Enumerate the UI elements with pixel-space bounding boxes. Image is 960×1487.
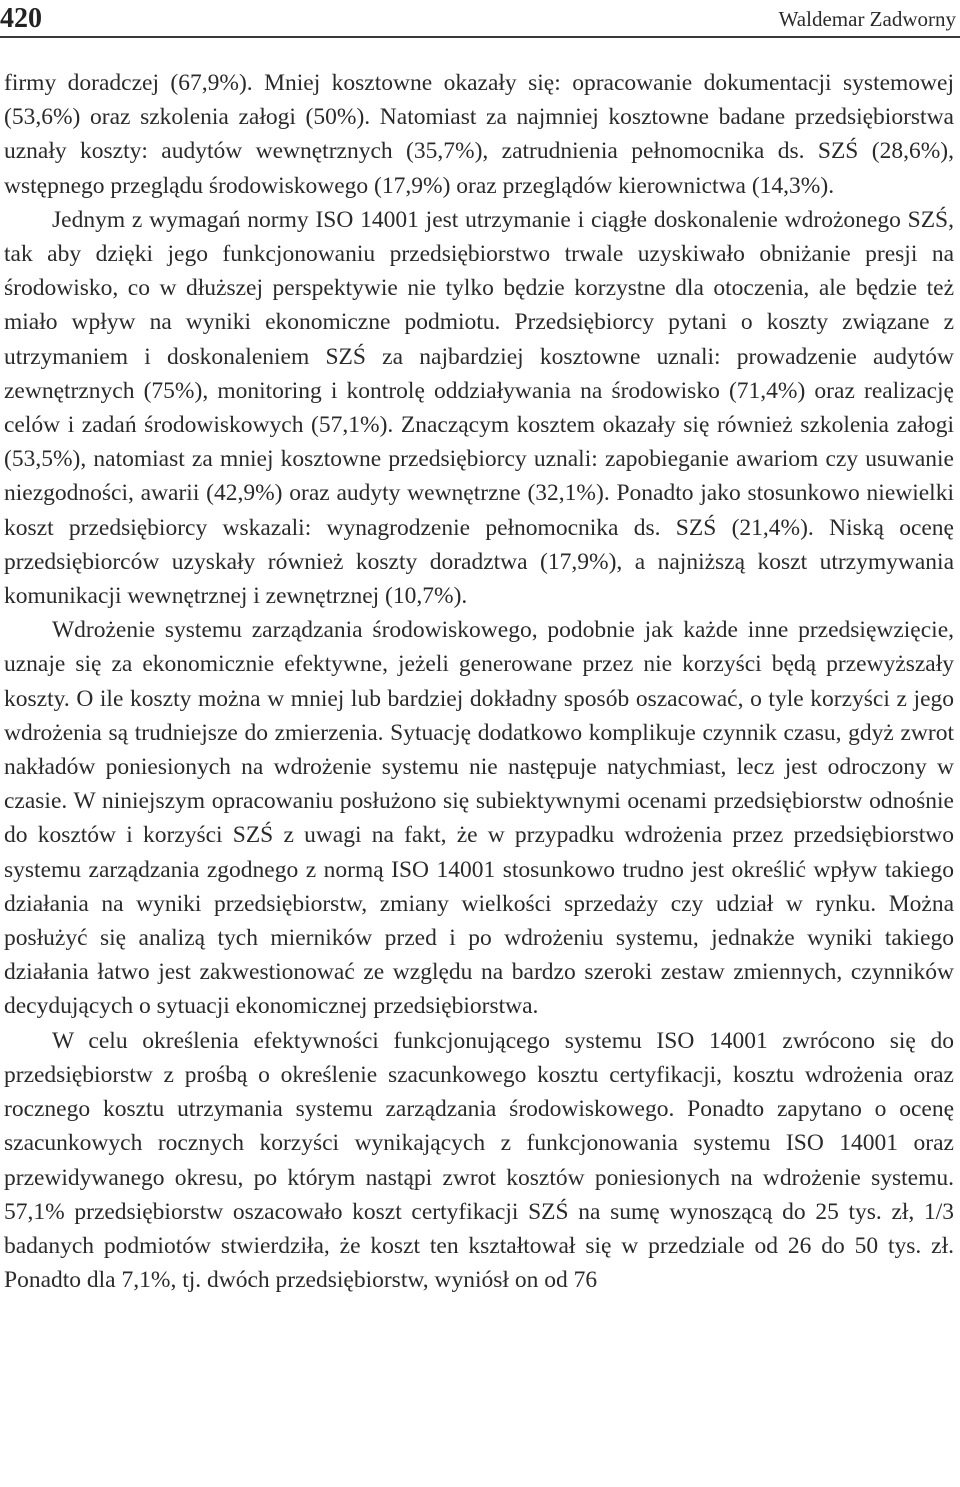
body-text: [4, 66, 954, 1297]
paragraph: Wdrożenie systemu zarządzania środowiskowego, podobnie jak każde inne przedsięwzięcie, uznaje się za ekonomicznie efektywne, jeżeli generowane przez nie korzyści będą przewyższały koszty. O ile koszty można w mniej lub bardziej dokładny sposób oszacować, o tyle korzyści z jego wdrożenia są trudniejsze do zmierzenia. Sytuację dodatkowo komplikuje czynnik czasu, gdyż zwrot nakładów poniesionych na wdrożenie systemu nie następuje natychmiast, lecz jest odroczony w czasie. W niniejszym opracowaniu posłużono się subiektywnymi ocenami przedsiębiorstw odnośnie do kosztów i korzyści SZŚ z uwagi na fakt, że w przypadku wdrożenia przez przedsiębiorstwo systemu zarządzania zgodnego z normą ISO 14001 stosunkowo trudno jest określić wpływ takiego działania na wyniki przedsiębiorstw, zmiany wielkości sprzedaży czy udział w rynku. Można posłużyć się analizą tych mierników przed i po wdrożeniu systemu, jednakże wyniki takiego działania łatwo jest zakwestionować ze względu na bardzo szeroki zestaw zmiennych, czynników decydujących o sytuacji ekonomicznej przedsiębiorstwa.: [4, 617, 954, 1020]
running-head-author: Waldemar Zadworny: [778, 7, 956, 31]
paragraph: Jednym z wymagań normy ISO 14001 jest utrzymanie i ciągłe doskonalenie wdrożonego SZŚ, tak aby dzięki jego funkcjonowaniu przedsiębiorstwo trwale uzyskiwało obniżanie presji na środowisko, co w dłuższej perspektywie nie tylko będzie korzystne dla otoczenia, ale będzie też miało wpływ na wyniki ekonomiczne podmiotu. Przedsiębiorcy pytani o koszty związane z utrzymaniem i doskonaleniem SZŚ za najbardziej kosztowne uznali: prowadzenie audytów zewnętrznych (75%), monitoring i kontrolę oddziaływania na środowisko (71,4%) oraz realizację celów i zadań środowiskowych (57,1%). Znaczącym kosztem okazały się również szkolenia załogi (53,5%), natomiast za mniej kosztowne przedsiębiorcy uznali: zapobieganie awariom czy usuwanie niezgodności, awarii (42,9%) oraz audyty wewnętrzne (32,1%). Ponadto jako stosunkowo niewielki koszt przedsiębiorcy wskazali: wynagrodzenie pełnomocnika ds. SZŚ (21,4%). Niską ocenę przedsiębiorców uzyskały również koszty doradztwa (17,9%), a najniższą koszt utrzymywania komunikacji wewnętrznej i zewnętrznej (10,7%).: [4, 206, 954, 610]
page-header: [0, 0, 960, 38]
paragraph: firmy doradczej (67,9%). Mniej kosztowne okazały się: opracowanie dokumentacji systemowej (53,6%) oraz szkolenia załogi (50%). Natomiast za najmniej kosztowne badane przedsiębiorstwa uznały koszty: audytów wewnętrznych (35,7%), zatrudnienia pełnomocnika ds. SZŚ (28,6%), wstępnego przeglądu środowiskowego (17,9%) oraz przeglądów kierownictwa (14,3%).: [4, 70, 954, 199]
page-number: 420: [0, 3, 42, 34]
paragraph: W celu określenia efektywności funkcjonującego systemu ISO 14001 zwrócono się do przedsiębiorstw z prośbą o określenie szacunkowego kosztu certyfikacji, kosztu wdrożenia oraz rocznego kosztu utrzymania systemu zarządzania środowiskowego. Ponadto zapytano o ocenę szacunkowych rocznych korzyści wynikających z funkcjonowania systemu ISO 14001 oraz przewidywanego okresu, po którym nastąpi zwrot kosztów poniesionych na wdrożenie systemu. 57,1% przedsiębiorstw oszacowało koszt certyfikacji SZŚ na sumę wynoszącą do 25 tys. zł, 1/3 badanych podmiotów stwierdziła, że koszt ten kształtował się w przedziale od 26 do 50 tys. zł. Ponadto dla 7,1%, tj. dwóch przedsiębiorstw, wyniósł on od 76: [4, 1027, 954, 1294]
